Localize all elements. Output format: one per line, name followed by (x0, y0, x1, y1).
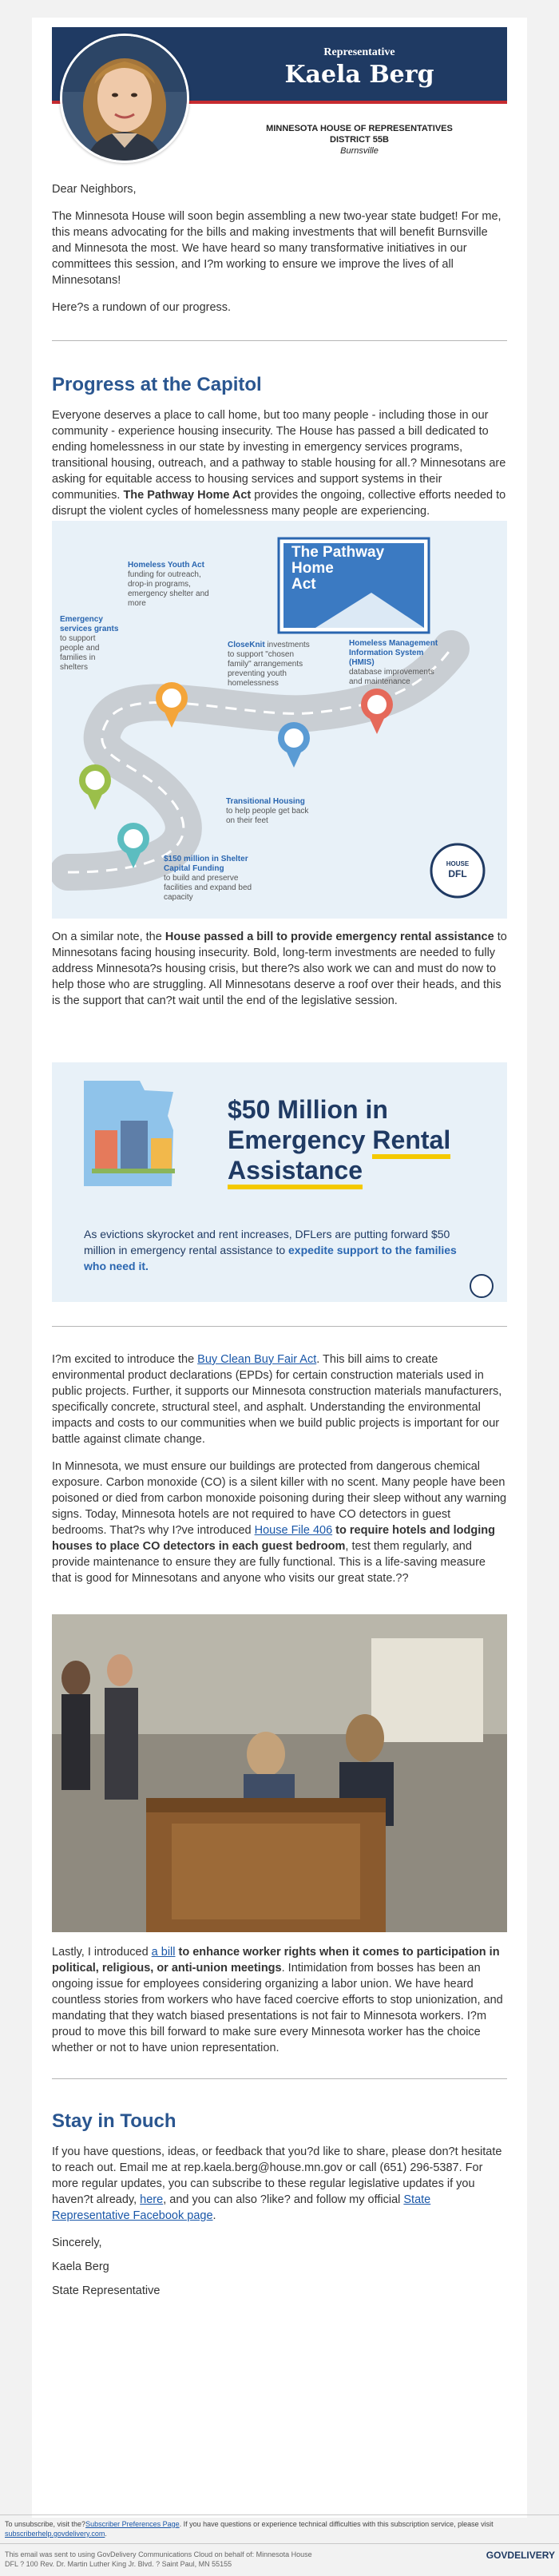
hearing-room-image (52, 1614, 507, 1932)
rental-assistance-paragraph: On a similar note, the House passed a bill to provide emergency rental assistance to Minnesotans facing housing insecurity. Bold, long-term investments are needed to fully address Minnesota?s housing crisis, but there?s also work we can and must do now to help those who are struggling. All Minnesotans deserve a roof over their heads, and this is the support that can?t wait until the end of the legislative session. (52, 931, 507, 1007)
govdelivery-logo: GOVDELIVERY (486, 2550, 555, 2561)
house-dfl-logo: HOUSE DFL (446, 860, 470, 879)
signature-name: Kaela Berg (52, 2260, 109, 2273)
footer-divider (0, 2543, 559, 2544)
buy-clean-paragraph: I?m excited to introduce the Buy Clean Buy Fair Act. This bill aims to create environmental product declarations (EPDs) for certain construction materials used in public projects. Further, it supports our Minnesota construction materials manufacturers, specifically concrete, structural steel, and asphalt. Understanding the environmental impacts and costs to our communities when we build public projects is important for our battle against climate change. (52, 1353, 502, 1446)
bills-section (52, 1352, 507, 1598)
sign-off: Sincerely, (52, 2237, 102, 2249)
subscribe-link[interactable]: here (140, 2193, 164, 2206)
progress-heading: Progress at the Capitol (52, 374, 262, 395)
rental-card-title: $50 Million in Emergency Rental Assistance (228, 1094, 499, 1185)
newsletter-header (52, 27, 507, 165)
stay-in-touch-heading: Stay in Touch (52, 2110, 176, 2132)
co-detector-paragraph: In Minnesota, we must ensure our buildings are protected from dangerous chemical exposure. Carbon monoxide (CO) is a silent killer with no scent. Many people have been poisoned or died from carbon monoxide poisoning during their sleep without any warning signs. Today, Minnesota hotels are not required to have CO detectors in guest bedrooms. That?s why I?ve introduced House File 406 to require hotels and lodging houses to place CO detectors in each guest bedroom, test them regularly, and provide maintenance to ensure they are fully functional. This is a life-saving measure that is good for Minnesotans and anyone who visits our great state.?? (52, 1460, 507, 1585)
contact-section (52, 2144, 507, 2310)
house-file-406-link[interactable]: House File 406 (254, 1524, 333, 1537)
subscriber-preferences-link[interactable]: Subscriber Preferences Page (85, 2520, 180, 2528)
representative-name: Kaela Berg (284, 61, 434, 89)
signature-title: State Representative (52, 2284, 161, 2297)
progress-paragraph: Everyone deserves a place to call home, but too many people - including those in our community - experience housing insecurity. The House has passed a bill dedicated to ending homelessness in our state by investing in emergency services programs, transitional housing, outreach, and a pathway to stable housing for all.? Minnesotans are asking for equitable access to housing services and support systems in their communities. The Pathway Home Act provides the ongoing, collective efforts needed to disrupt the violent cycles of homelessness many people are experiencing. (52, 409, 506, 518)
unsubscribe-text: To unsubscribe, visit the?Subscriber Preferences Page. If you have questions or experience technical difficulties with this subscription service, please visit subscriberhelp.govdelivery.com. (5, 2520, 494, 2538)
intro-section (52, 181, 507, 327)
facebook-page-link[interactable]: State Representative Facebook page (52, 2193, 431, 2222)
minnesota-map-icon (68, 1074, 228, 1194)
map-pin-icon (79, 764, 111, 810)
buy-clean-buy-fair-link[interactable]: Buy Clean Buy Fair Act (197, 1353, 317, 1366)
email-body (32, 18, 527, 2518)
pathway-home-infographic (52, 521, 507, 919)
greeting: Dear Neighbors, (52, 183, 137, 196)
rental-card-body: As evictions skyrocket and rent increases, DFLers are putting forward $50 million in emergency rental assistance to expedite support to the families who need it. (84, 1228, 457, 1272)
pathway-home-act-label: The Pathway Home Act (123, 489, 252, 502)
worker-rights-paragraph: Lastly, I introduced a bill to enhance worker rights when it comes to participation in political, religious, or anti-union meetings. Intimidation from bosses has been an ongoing issue for employees considering organizing a labor union. We have heard countless stories from workers who have faced coercive efforts to stop unionization, and mandating that they watch biased presentations is not fair to Minnesota workers. I?m proud to move this bill forward to make sure every Minnesota worker has the choice whether or not to have union representation. (52, 1946, 503, 2054)
city-label: Burnsville (340, 146, 379, 156)
footer-divider (0, 2514, 559, 2515)
item-transitional-housing: Transitional Housing to help people get back on their feet (226, 797, 309, 825)
item-shelter-capital: $150 million in Shelter Capital Funding to build and preserve facilities and expand bed capacity (164, 855, 252, 902)
contact-paragraph: If you have questions, ideas, or feedback that you?d like to share, please don?t hesitate to reach out. Email me at rep.kaela.berg@house.mn.gov or call (651) 296-5387. For more regular updates, you can subscribe to these regular legislative updates if you haven?t already, here, and you can also ?like? and follow my official State Representative Facebook page. (52, 2145, 502, 2222)
section-divider (52, 340, 507, 341)
house-label: MINNESOTA HOUSE OF REPRESENTATIVES (266, 124, 453, 133)
map-pin-icon (278, 722, 310, 768)
avatar (60, 34, 189, 163)
header-kicker: Representative (323, 46, 395, 58)
intro-rundown: Here?s a rundown of our progress. (52, 301, 232, 314)
item-homeless-youth-act: Homeless Youth Act funding for outreach, drop-in programs, emergency shelter and more (128, 561, 209, 608)
worker-rights-bill-link[interactable]: a bill (151, 1946, 176, 1959)
house-dfl-logo (470, 1274, 494, 1298)
portrait-image (62, 36, 187, 161)
infographic-title: The Pathway Home Act (291, 544, 385, 593)
subscriber-help-link[interactable]: subscriberhelp.govdelivery.com (5, 2530, 105, 2538)
district-label: DISTRICT 55B (330, 135, 389, 145)
committee-hearing-photo (52, 1614, 507, 1932)
section-divider (52, 2078, 507, 2079)
item-hmis: Homeless Management Information System (HMIS) database improvements and maintenance (349, 639, 438, 686)
intro-paragraph: The Minnesota House will soon begin assembling a new two-year state budget! For me, this means advocating for the bills and making investments that will benefit Burnsville and Minnesota the most. We have heard so many transformative initiatives in our committees this session, and I?m working to ensure we improve the lives of all Minnesotans! (52, 210, 502, 287)
rental-assistance-card (52, 1062, 507, 1302)
item-closeknit: CloseKnit investments to support "chosen family" arrangements preventing youth homelessness (228, 641, 310, 688)
sent-on-behalf-text: This email was sent to using GovDelivery Communications Cloud on behalf of: Minnesota House DFL ? 100 Rev. Dr. Martin Luther King Jr. Blvd. ? Saint Paul, MN 55155 (5, 2550, 312, 2568)
section-divider (52, 1326, 507, 1327)
item-emergency-grants: Emergency services grants to support people and families in shelters (60, 615, 119, 672)
map-pin-icon (361, 689, 393, 734)
